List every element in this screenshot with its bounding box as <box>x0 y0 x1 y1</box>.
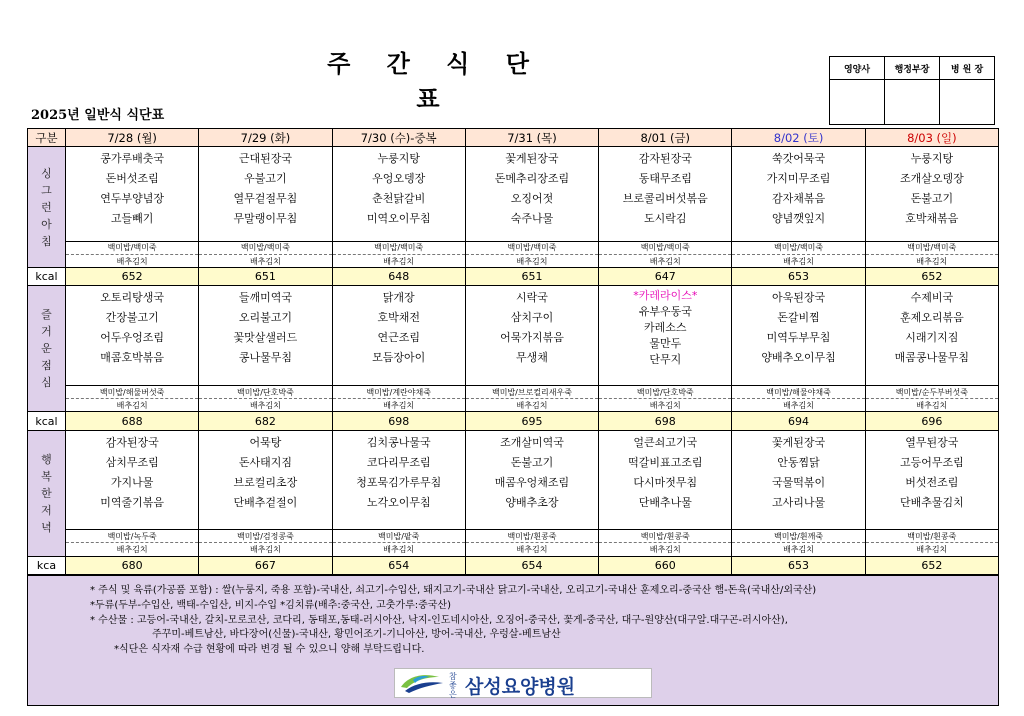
kcal-value: 651 <box>465 268 598 286</box>
dish-item: 무생채 <box>516 351 548 365</box>
kimchi-cell: 배추김치 <box>199 399 332 412</box>
rice-porridge-cell: 백미밥/백미죽 <box>465 241 598 254</box>
day-header: 7/29 (화) <box>199 129 332 147</box>
day-dishes-cell <box>66 286 199 386</box>
kcal-value: 698 <box>332 412 465 430</box>
day-dishes-cell <box>199 286 332 386</box>
dish-item: 양배추초장 <box>505 495 559 509</box>
approval-header-dietitian: 영양사 <box>830 57 885 80</box>
dish-item: 물만두 <box>649 337 682 351</box>
day-dishes-cell <box>732 430 865 530</box>
day-dishes-cell <box>599 147 732 241</box>
dish-item: 돈메추리장조림 <box>494 172 570 186</box>
kcal-value: 688 <box>66 412 199 430</box>
logo-hospital-name: 삼성요양병원 <box>465 676 576 698</box>
day-dishes-cell <box>332 286 465 386</box>
meal-label-char: 런 <box>41 200 52 214</box>
dish-item: 노각오이무침 <box>366 495 431 509</box>
rice-row <box>28 386 999 399</box>
rice-porridge-cell: 백미밥/흰콩죽 <box>865 530 998 543</box>
kcal-value: 667 <box>199 556 332 574</box>
day-dishes-cell <box>865 430 998 530</box>
rice-porridge-cell: 백미밥/백미죽 <box>865 241 998 254</box>
kcal-value: 652 <box>865 268 998 286</box>
kcal-value: 652 <box>865 556 998 574</box>
dish-item: 돈버섯조림 <box>105 172 159 186</box>
dish-item: 수제비국 <box>910 291 954 305</box>
meal-label-char: 복 <box>41 469 52 483</box>
dish-item: 가지나물 <box>110 475 154 489</box>
kcal-row <box>28 412 999 430</box>
meal-label-char: 녁 <box>41 520 52 534</box>
logo-swoosh-icon <box>399 671 445 695</box>
dish-item: 돈불고기 <box>510 455 554 469</box>
kimchi-cell: 배추김치 <box>332 254 465 267</box>
rice-porridge-cell: 백미밥/백미죽 <box>199 241 332 254</box>
day-dishes-cell <box>599 286 732 386</box>
weekly-menu-table <box>27 128 999 575</box>
rice-row <box>28 241 999 254</box>
kimchi-cell: 배추김치 <box>599 399 732 412</box>
dish-item: 열무겉절무침 <box>233 192 298 206</box>
rice-porridge-cell: 백미밥/계란야채죽 <box>332 386 465 399</box>
kcal-value: 660 <box>599 556 732 574</box>
dish-item: 닭개장 <box>382 291 415 305</box>
rice-porridge-cell: 백미밥/백미죽 <box>599 241 732 254</box>
day-dishes-cell <box>465 430 598 530</box>
dish-item: 꽃게된장국 <box>771 435 826 449</box>
rice-porridge-cell: 백미밥/흰깨죽 <box>732 530 865 543</box>
kimchi-cell: 배추김치 <box>732 254 865 267</box>
dish-item: 오징어젓 <box>510 192 554 206</box>
rice-porridge-cell: 백미밥/백미죽 <box>332 241 465 254</box>
dish-item: 감자된장국 <box>638 152 692 166</box>
kcal-value: 682 <box>199 412 332 430</box>
meal-label-char: 침 <box>41 234 52 248</box>
dish-item: 꽃맛살샐러드 <box>233 331 298 345</box>
meal-label-char: 그 <box>41 183 52 197</box>
day-dishes-cell <box>465 147 598 241</box>
kimchi-cell: 배추김치 <box>465 543 598 556</box>
dish-item: 떡갈비표고조림 <box>628 455 703 469</box>
dish-item: 매콤호박볶음 <box>100 351 165 365</box>
dish-item: 연근조림 <box>377 331 420 345</box>
dish-item: 고등어무조림 <box>899 455 964 469</box>
dish-item: 브로콜리버섯볶음 <box>622 192 708 206</box>
approval-sign-admin <box>885 80 940 125</box>
day-header: 8/01 (금) <box>599 129 732 147</box>
kcal-row <box>28 268 999 286</box>
approval-box <box>829 56 995 125</box>
dish-item: 시래기지짐 <box>905 331 959 345</box>
kcal-value: 694 <box>732 412 865 430</box>
kimchi-cell: 배추김치 <box>332 399 465 412</box>
kimchi-cell: 배추김치 <box>732 543 865 556</box>
day-header: 7/28 (월) <box>66 129 199 147</box>
rice-porridge-cell: 백미밥/녹두죽 <box>66 530 199 543</box>
meal-label-char: 저 <box>41 503 52 517</box>
page-title: 주 간 식 단 표 <box>327 50 543 113</box>
meal-dishes-row <box>28 147 999 241</box>
day-dishes-cell <box>732 286 865 386</box>
dish-item: 콩나물무침 <box>238 351 292 365</box>
kimchi-cell: 배추김치 <box>865 399 998 412</box>
kcal-value: 653 <box>732 556 865 574</box>
dish-item: 고사리나물 <box>771 495 826 509</box>
dish-item: 삼치구이 <box>510 311 554 325</box>
day-dishes-cell <box>599 430 732 530</box>
dish-item: 미역줄기볶음 <box>100 495 165 509</box>
approval-sign-director <box>940 80 995 125</box>
dish-item: 꽃게된장국 <box>505 152 559 166</box>
dish-item: 돈갈비찜 <box>777 311 820 325</box>
dish-item: 연두부양념장 <box>100 192 165 206</box>
rice-porridge-cell: 백미밥/팥죽 <box>332 530 465 543</box>
kimchi-cell: 배추김치 <box>732 399 865 412</box>
kimchi-cell: 배추김치 <box>199 254 332 267</box>
dish-item: 어묵가지볶음 <box>500 331 564 345</box>
dish-item: 미역오이무침 <box>366 212 431 226</box>
kimchi-row <box>28 254 999 267</box>
kimchi-row <box>28 399 999 412</box>
meal-label-char: 운 <box>41 342 52 356</box>
kimchi-cell: 배추김치 <box>465 254 598 267</box>
kcal-value: 647 <box>599 268 732 286</box>
dish-item: 들깨미역국 <box>238 291 292 305</box>
dish-item: 조개살미역국 <box>500 435 564 449</box>
day-dishes-cell <box>199 430 332 530</box>
meal-dishes-row <box>28 430 999 530</box>
rice-porridge-cell: 백미밥/흰콩죽 <box>599 530 732 543</box>
dish-item: 누룽지탕 <box>910 152 954 166</box>
dish-item: 감자된장국 <box>105 435 159 449</box>
dish-item: 오토리탕생국 <box>100 291 165 305</box>
rice-porridge-cell: 백미밥/해물버섯죽 <box>66 386 199 399</box>
kimchi-cell: 배추김치 <box>66 254 199 267</box>
approval-header-admin: 행정부장 <box>885 57 940 80</box>
meal-label <box>28 286 66 412</box>
meal-dishes-row <box>28 286 999 386</box>
meal-label-char: 즐 <box>41 308 52 322</box>
kcal-value: 698 <box>599 412 732 430</box>
day-dishes-cell <box>66 430 199 530</box>
rice-porridge-cell: 백미밥/흰콩죽 <box>465 530 598 543</box>
rice-porridge-cell: 백미밥/해물야채죽 <box>732 386 865 399</box>
kimchi-cell: 배추김치 <box>599 254 732 267</box>
kcal-label: kca <box>28 556 66 574</box>
kimchi-cell: 배추김치 <box>332 543 465 556</box>
corner-label: 구분 <box>28 129 66 147</box>
dish-item: 우불고기 <box>244 172 287 186</box>
kimchi-cell: 배추김치 <box>66 543 199 556</box>
dish-item: 단배추물김치 <box>899 495 964 509</box>
rice-porridge-cell: 백미밥/백미죽 <box>732 241 865 254</box>
dish-item: 열무된장국 <box>905 435 959 449</box>
dish-item: 청포묵김가루무침 <box>356 475 442 489</box>
dish-item: 누룽지탕 <box>377 152 420 166</box>
dish-item: 국물떡볶이 <box>771 475 826 489</box>
menu-subtitle: 2025년 일반식 식단표 <box>31 108 165 123</box>
dish-item: 아욱된장국 <box>771 291 826 305</box>
rice-porridge-cell: 백미밥/검정콩죽 <box>199 530 332 543</box>
kimchi-cell: 배추김치 <box>865 254 998 267</box>
dish-item: 단배추겉절이 <box>233 495 298 509</box>
meal-label-char: 싱 <box>41 166 52 180</box>
dish-item: 카레소스 <box>644 321 687 335</box>
note-origin-seafood: * 수산물 : 고등어-국내산, 갈치-모로코산, 코다리, 동태포,동태-러시아산, 낙지-인도네시아산, 오징어-중국산, 꽃게-중국산, 대구-원양산(대구알.대구곤-러시아산), <box>90 615 788 626</box>
dish-item: 시락국 <box>516 291 548 305</box>
note-origin-staple: * 주식 및 육류(가공품 포함) : 쌀(누룽지, 죽용 포함)-국내산, 쇠고기-수입산, 돼지고기-국내산 닭고기-국내산, 오리고기-국내산 훈제오리-중국산 햄-돈육(국내산/외국산) <box>90 585 817 596</box>
dish-item: 브로컬리초장 <box>233 475 298 489</box>
note-origin-beans: *두류(두부-수입산, 백태-수입산, 비지-수입 *김치류(배추:중국산, 고춧가루:중국산) <box>90 600 451 611</box>
dish-item: 숙주나물 <box>510 212 554 226</box>
kcal-value: 651 <box>199 268 332 286</box>
dish-item: 돈불고기 <box>910 192 954 206</box>
kimchi-cell: 배추김치 <box>465 399 598 412</box>
dish-item: 다시마젓무침 <box>633 475 698 489</box>
dish-item: 도시락김 <box>644 212 687 226</box>
day-header: 8/02 (토) <box>732 129 865 147</box>
kimchi-cell: 배추김치 <box>66 399 199 412</box>
rice-porridge-cell: 백미밥/브로컬리새우죽 <box>465 386 598 399</box>
meal-label-char: 행 <box>41 452 52 466</box>
dish-item: 김치콩나물국 <box>366 435 431 449</box>
dish-item: 감자채볶음 <box>771 192 826 206</box>
dish-item: 어두우엉조림 <box>100 331 165 345</box>
dish-item: 단무지 <box>649 353 682 367</box>
day-dishes-cell <box>199 147 332 241</box>
dish-item: 코다리무조림 <box>366 455 431 469</box>
dish-item: 삼치무조림 <box>105 455 159 469</box>
dish-item: 조개살오뎅장 <box>899 172 964 186</box>
day-dishes-cell <box>332 147 465 241</box>
rice-porridge-cell: 백미밥/단호박죽 <box>199 386 332 399</box>
rice-porridge-cell: 백미밥/단호박죽 <box>599 386 732 399</box>
day-dishes-cell <box>66 147 199 241</box>
kimchi-row <box>28 543 999 556</box>
dish-item: 쑥갓어묵국 <box>771 152 826 166</box>
dish-item: 유부우동국 <box>638 305 692 319</box>
day-header: 7/31 (목) <box>465 129 598 147</box>
dish-item: 춘천닭갈비 <box>372 192 426 206</box>
dish-item: *카레라이스* <box>633 289 698 303</box>
dish-item: 양배추오이무침 <box>761 351 836 365</box>
kcal-value: 652 <box>66 268 199 286</box>
meal-label-char: 한 <box>41 486 52 500</box>
kcal-value: 696 <box>865 412 998 430</box>
dish-item: 콩가루배춧국 <box>100 152 165 166</box>
dish-item: 호박채전 <box>377 311 420 325</box>
dish-item: 우엉오뎅장 <box>372 172 426 186</box>
note-menu-change: *식단은 식자재 수급 현황에 따라 변경 될 수 있으니 양해 부탁드립니다. <box>114 644 425 655</box>
kcal-value: 654 <box>332 556 465 574</box>
rice-row <box>28 530 999 543</box>
meal-label-char: 심 <box>41 376 52 390</box>
dish-item: 모듬장아이 <box>372 351 426 365</box>
rice-porridge-cell: 백미밥/순두부버섯죽 <box>865 386 998 399</box>
day-header: 7/30 (수)-중복 <box>332 129 465 147</box>
kimchi-cell: 배추김치 <box>599 543 732 556</box>
dish-item: 호박채볶음 <box>905 212 959 226</box>
note-origin-seafood-cont: 주꾸미-베트남산, 바다장어(신물)-국내산, 황민어조기-기니아산, 방어-국내산, 우렁살-베트남산 <box>152 629 561 640</box>
day-dishes-cell <box>465 286 598 386</box>
dish-item: 동태무조림 <box>638 172 692 186</box>
dish-item: 간장불고기 <box>105 311 159 325</box>
dish-item: 얼큰쇠고기국 <box>633 435 698 449</box>
dish-item: 근대된장국 <box>238 152 292 166</box>
kcal-label: kcal <box>28 412 66 430</box>
dish-item: 미역두부무침 <box>766 331 831 345</box>
dish-item: 훈제오리볶음 <box>899 311 964 325</box>
kcal-value: 654 <box>465 556 598 574</box>
meal-label-char: 점 <box>41 359 52 373</box>
logo-tagline: 참좋은 <box>449 672 457 699</box>
kcal-label: kcal <box>28 268 66 286</box>
day-dishes-cell <box>332 430 465 530</box>
kcal-value: 680 <box>66 556 199 574</box>
dish-item: 매콤콩나물무침 <box>894 351 970 365</box>
kcal-value: 648 <box>332 268 465 286</box>
day-dishes-cell <box>865 147 998 241</box>
day-header: 8/03 (일) <box>865 129 998 147</box>
day-header-row <box>28 129 999 147</box>
dish-item: 오리불고기 <box>238 311 292 325</box>
kimchi-cell: 배추김치 <box>865 543 998 556</box>
dish-item: 버섯전조림 <box>905 475 959 489</box>
dish-item: 고들빼기 <box>110 212 154 226</box>
dish-item: 어묵탕 <box>249 435 282 449</box>
kcal-value: 653 <box>732 268 865 286</box>
rice-porridge-cell: 백미밥/백미죽 <box>66 241 199 254</box>
meal-label <box>28 147 66 268</box>
day-dishes-cell <box>732 147 865 241</box>
dish-item: 가지미무조림 <box>766 172 831 186</box>
approval-header-director: 병 원 장 <box>940 57 995 80</box>
dish-item: 무말랭이무침 <box>233 212 298 226</box>
dish-item: 양념깻잎지 <box>771 212 826 226</box>
hospital-logo <box>394 668 652 698</box>
approval-sign-dietitian <box>830 80 885 125</box>
meal-label <box>28 430 66 556</box>
day-dishes-cell <box>865 286 998 386</box>
meal-label-char: 거 <box>41 325 52 339</box>
kcal-row <box>28 556 999 574</box>
dish-item: 돈사태지짐 <box>238 455 292 469</box>
dish-item: 안동찜닭 <box>777 455 820 469</box>
meal-label-char: 아 <box>41 217 52 231</box>
kcal-value: 695 <box>465 412 598 430</box>
dish-item: 단배추나물 <box>638 495 692 509</box>
kimchi-cell: 배추김치 <box>199 543 332 556</box>
dish-item: 매콤우엉채조림 <box>494 475 570 489</box>
